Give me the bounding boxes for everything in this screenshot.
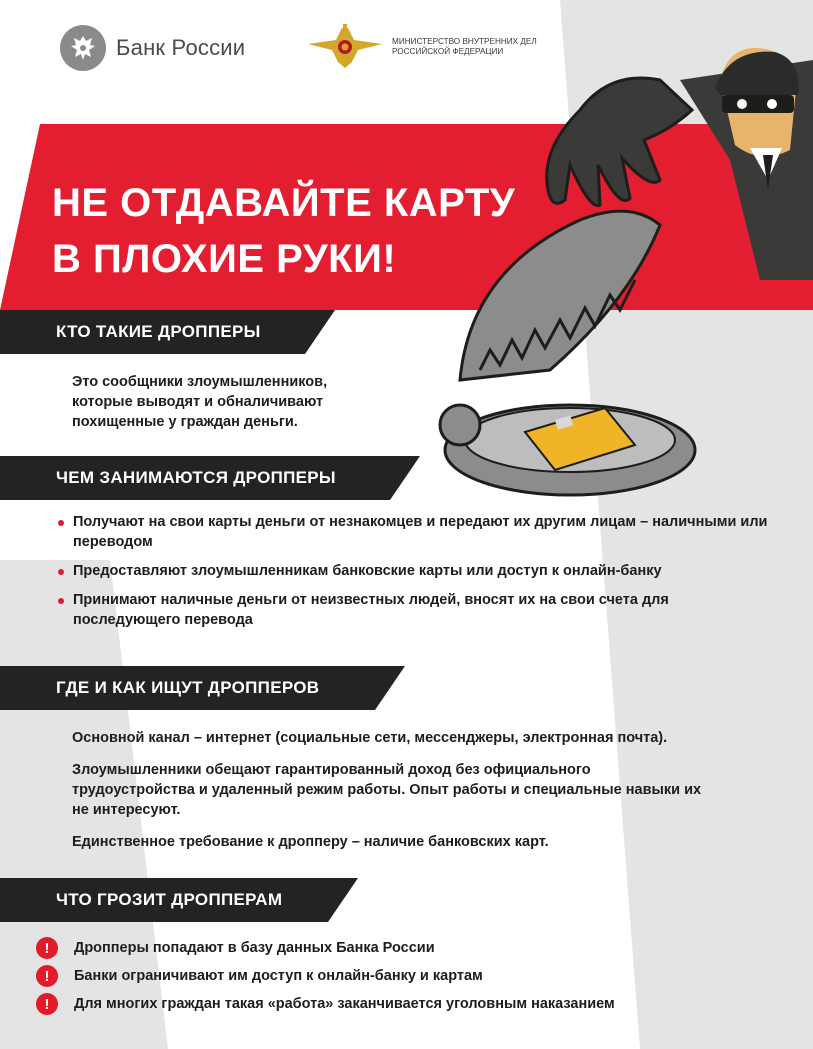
section-threat-heading: ЧТО ГРОЗИТ ДРОППЕРАМ	[56, 890, 283, 909]
exclamation-circle-icon: !	[36, 965, 58, 987]
section-who-header	[0, 310, 335, 354]
section-where-header	[0, 666, 405, 710]
double-headed-eagle-icon	[60, 25, 106, 71]
bullet-dot-icon	[58, 569, 64, 575]
hero-title: НЕ ОТДАВАЙТЕ КАРТУ В ПЛОХИЕ РУКИ!	[52, 181, 516, 281]
thief-trap-illustration	[430, 40, 813, 510]
section-what-header	[0, 456, 420, 500]
list-item: Принимают наличные деньги от неизвестных людей, вносят их на свои счета для последующего перевода	[54, 590, 774, 630]
section-where-heading: ГДЕ И КАК ИЩУТ ДРОППЕРОВ	[56, 678, 320, 697]
list-item: ! Дропперы попадают в базу данных Банка России	[36, 934, 776, 962]
list-item: Предоставляют злоумышленникам банковские карты или доступ к онлайн-банку	[54, 561, 774, 581]
section-where-p1: Основной канал – интернет (социальные сети, мессенджеры, электронная почта).	[72, 730, 668, 746]
exclamation-circle-icon: !	[36, 937, 58, 959]
bank-of-russia-logo	[60, 25, 245, 71]
section-where-p3: Единственное требование к дропперу – наличие банковских карт.	[72, 834, 549, 850]
section-who-text: Это сообщники злоумышленников, которые выводят и обналичивают похищенные у граждан деньги.	[72, 374, 328, 430]
section-where-p2: Злоумышленники обещают гарантированный доход без официального трудоустройства и удаленный режим работы. Опыт работы и специальные навыки их не интересуют.	[72, 762, 702, 818]
section-threat-list	[36, 934, 776, 1018]
section-who-heading: КТО ТАКИЕ ДРОППЕРЫ	[56, 322, 261, 341]
section-what-list	[54, 512, 774, 639]
list-item: ! Банки ограничивают им доступ к онлайн-банку и картам	[36, 962, 776, 990]
bullet-dot-icon	[58, 598, 64, 604]
exclamation-circle-icon: !	[36, 993, 58, 1015]
list-item: ! Для многих граждан такая «работа» заканчивается уголовным наказанием	[36, 990, 776, 1018]
bank-of-russia-name: Банк России	[116, 35, 246, 60]
mvd-name-line1: МИНИСТЕРСТВО ВНУТРЕННИХ ДЕЛ	[392, 37, 537, 46]
mvd-eagle-emblem-icon	[306, 22, 384, 72]
mvd-name-line2: РОССИЙСКОЙ ФЕДЕРАЦИИ	[392, 47, 504, 56]
list-item: Получают на свои карты деньги от незнакомцев и передают их другим лицам – наличными или переводом	[54, 512, 774, 552]
section-threat-header	[0, 878, 358, 922]
bullet-dot-icon	[58, 520, 64, 526]
section-what-heading: ЧЕМ ЗАНИМАЮТСЯ ДРОППЕРЫ	[56, 468, 336, 487]
